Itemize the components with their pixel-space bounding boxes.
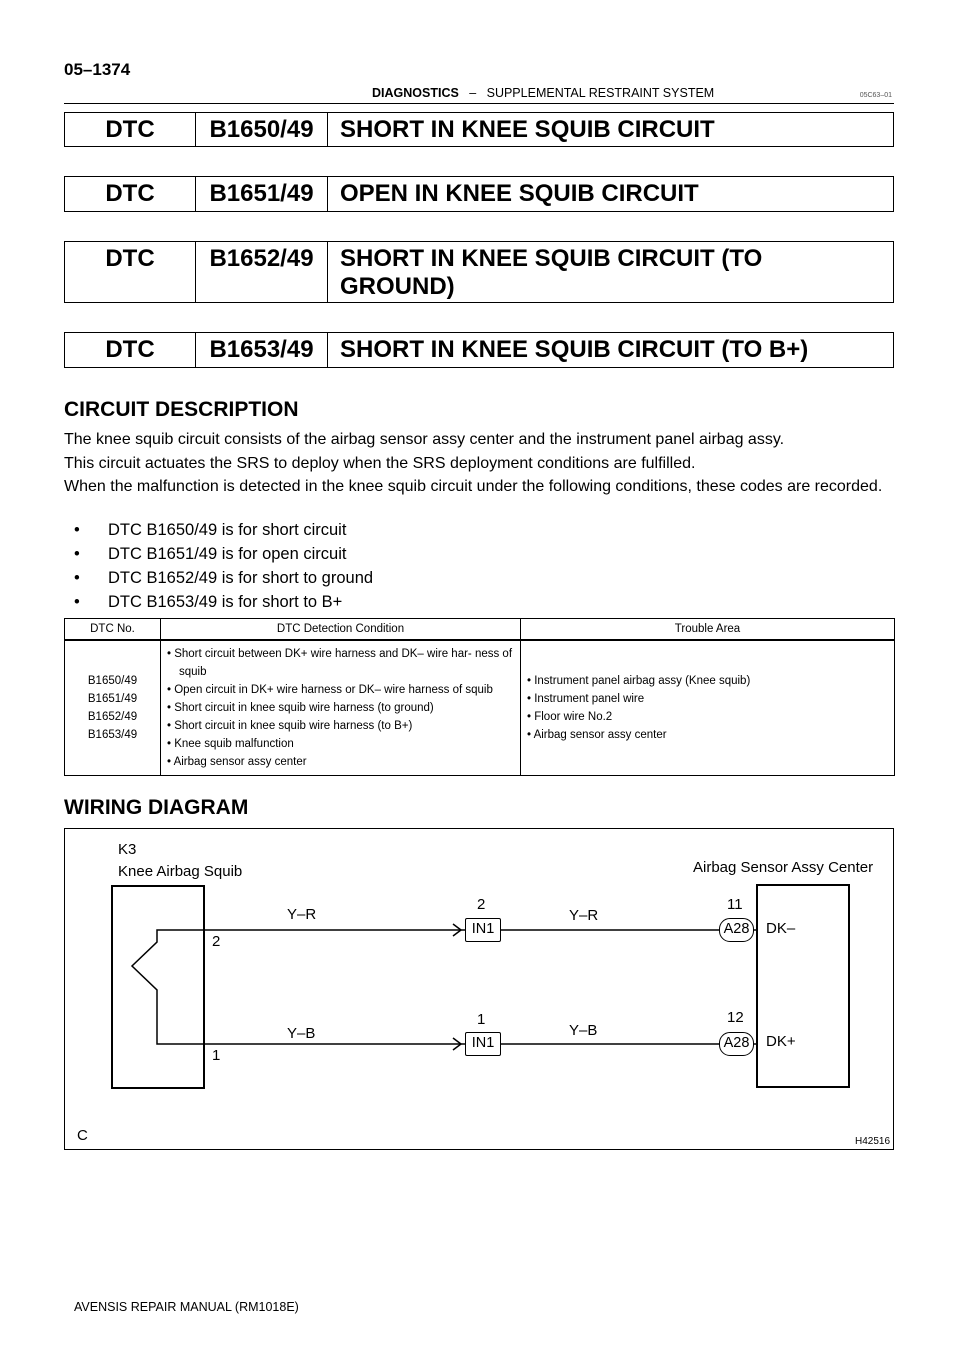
description-paragraph: The knee squib circuit consists of the airbag sensor assy center and the instrument panel airbag assy.	[64, 431, 785, 448]
figure-code: H42516	[855, 1136, 891, 1147]
dtc-title: OPEN IN KNEE SQUIB CIRCUIT	[340, 180, 699, 207]
bullet-item: • DTC B1650/49 is for short circuit	[74, 521, 347, 539]
dtc-table	[64, 618, 895, 776]
sensor-connector-top: A28	[719, 918, 754, 942]
dtc-label: DTC	[65, 333, 196, 367]
mid-connector-bottom: IN1	[465, 1032, 501, 1056]
dtc-title	[328, 242, 893, 302]
column-header: DTC Detection Condition	[161, 619, 521, 641]
column-header: Trouble Area	[521, 619, 895, 641]
bullet-item: • DTC B1653/49 is for short to B+	[74, 593, 343, 611]
sensor-box	[757, 885, 849, 1087]
squib-symbol	[132, 930, 204, 1044]
terminal-dk-plus: DK+	[766, 1033, 796, 1050]
running-header-title	[372, 86, 714, 100]
description-paragraph: This circuit actuates the SRS to deploy when the SRS deployment conditions are fulfilled.	[64, 454, 696, 472]
page-number: 05–1374	[64, 60, 131, 79]
wire-color-bottom-right: Y–B	[569, 1022, 598, 1039]
footer: AVENSIS REPAIR MANUAL (RM1018E)	[74, 1300, 299, 1314]
section-name: DIAGNOSTICS	[372, 86, 459, 100]
sensor-connector-bottom: A28	[719, 1032, 754, 1056]
detection-condition-cell: • Short circuit between DK+ wire harness and DK– wire har- ness of squib • Open circuit in DK+ wire harness or DK– wire harness of squib • Short circuit in knee squib wire harness (to ground) • Short circuit in knee squib wire harness (to B+) • Knee squib malfunction • Airbag sensor assy center	[161, 640, 521, 776]
sensor-pin-bottom: 12	[727, 1009, 744, 1026]
dtc-label: DTC	[65, 242, 196, 302]
dtc-code: B1650/49	[196, 113, 328, 146]
squib-code-label: K3	[118, 841, 137, 858]
mid-connector-top: IN1	[465, 918, 501, 942]
dtc-code: B1651/49	[196, 177, 328, 211]
sensor-pin-top: 11	[727, 896, 743, 913]
dtc-code: B1653/49	[196, 333, 328, 367]
dtc-box-1653	[64, 332, 894, 368]
corner-mark: C	[77, 1127, 88, 1144]
bullet-item: • DTC B1651/49 is for open circuit	[74, 545, 347, 563]
circuit-description-heading: CIRCUIT DESCRIPTION	[64, 398, 299, 421]
wire-color-bottom-left: Y–B	[287, 1025, 316, 1042]
circuit-description-text	[64, 428, 898, 499]
dtc-title: SHORT IN KNEE SQUIB CIRCUIT	[340, 116, 715, 143]
table-row	[65, 640, 895, 776]
wire-color-top-right: Y–R	[569, 907, 599, 924]
dtc-title-line2: GROUND)	[340, 273, 455, 300]
column-header: DTC No.	[65, 619, 161, 641]
header-separator: –	[469, 86, 477, 100]
wiring-diagram-heading: WIRING DIAGRAM	[64, 796, 249, 819]
table-header-row	[65, 619, 895, 641]
description-paragraph: When the malfunction is detected in the knee squib circuit under the following conditions, these codes are recorded.	[64, 478, 883, 495]
terminal-dk-minus: DK–	[766, 920, 796, 937]
mid-pin-top: 2	[477, 896, 486, 913]
dtc-number-cell: B1650/49 B1651/49 B1652/49 B1653/49	[65, 640, 161, 776]
squib-box	[112, 886, 204, 1088]
dtc-title: SHORT IN KNEE SQUIB CIRCUIT (TO B+)	[340, 336, 809, 363]
wire-color-top-left: Y–R	[287, 906, 317, 923]
dtc-box-1650	[64, 112, 894, 147]
dtc-label: DTC	[65, 113, 196, 146]
dtc-code: B1652/49	[196, 242, 328, 302]
subsection-name: SUPPLEMENTAL RESTRAINT SYSTEM	[486, 86, 715, 100]
dtc-label: DTC	[65, 177, 196, 211]
sensor-name-label: Airbag Sensor Assy Center	[693, 859, 874, 876]
dtc-box-1652	[64, 241, 894, 303]
dtc-box-1651	[64, 176, 894, 212]
squib-pin-top: 2	[212, 933, 221, 950]
doc-code: 05C63–01	[859, 92, 892, 99]
squib-pin-bottom: 1	[212, 1047, 221, 1064]
dtc-title-line1: SHORT IN KNEE SQUIB CIRCUIT (TO	[340, 245, 763, 272]
trouble-area-cell: • Instrument panel airbag assy (Knee squib) • Instrument panel wire • Floor wire No.2 • Airbag sensor assy center	[521, 640, 895, 776]
bullet-item: • DTC B1652/49 is for short to ground	[74, 569, 374, 587]
mid-pin-bottom: 1	[477, 1011, 486, 1028]
squib-name-label: Knee Airbag Squib	[118, 863, 243, 880]
running-header	[64, 86, 894, 104]
wiring-diagram	[64, 828, 894, 1150]
